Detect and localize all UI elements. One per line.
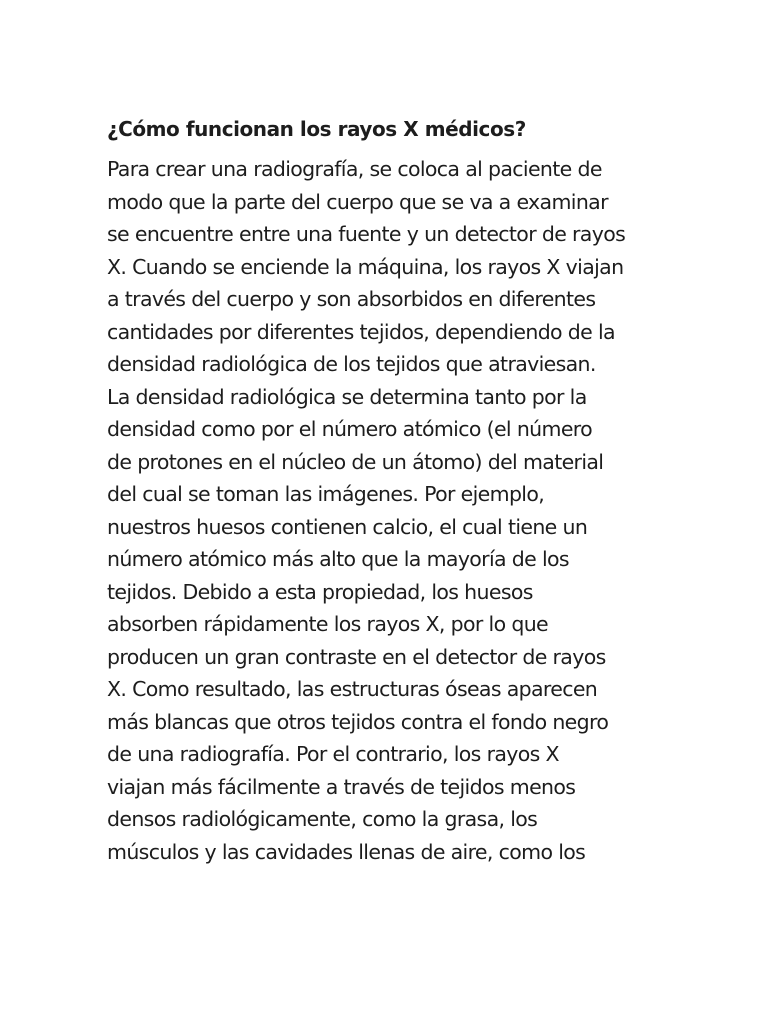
body-line: de protones en el núcleo de un átomo) del material: [107, 449, 604, 474]
body-line: del cual se toman las imágenes. Por ejemplo,: [107, 482, 545, 506]
body-line: tejidos. Debido a esta propiedad, los huesos: [107, 579, 533, 604]
body-line: se encuentre entre una fuente y un detector de rayos: [107, 222, 626, 246]
body-line: densidad como por el número atómico (el número: [107, 417, 593, 441]
body-line: músculos y las cavidades llenas de aire, como los: [107, 839, 586, 864]
article-body: [107, 153, 667, 868]
body-line: densos radiológicamente, como la grasa, los: [107, 807, 538, 831]
body-line: X. Como resultado, las estructuras óseas aparecen: [107, 677, 598, 701]
body-line: de una radiografía. Por el contrario, los rayos X: [107, 742, 559, 766]
body-line: número atómico más alto que la mayoría de los: [107, 547, 569, 571]
body-line: cantidades por diferentes tejidos, dependiendo de la: [107, 319, 615, 344]
body-line: modo que la parte del cuerpo que se va a examinar: [107, 189, 608, 214]
body-line: Para crear una radiografía, se coloca al paciente de: [107, 157, 602, 181]
body-line: absorben rápidamente los rayos X, por lo que: [107, 612, 549, 636]
article-heading: ¿Cómo funcionan los rayos X médicos?: [107, 117, 526, 141]
body-line: X. Cuando se enciende la máquina, los rayos X viajan: [107, 254, 624, 279]
body-line: a través del cuerpo y son absorbidos en diferentes: [107, 287, 596, 311]
article: [107, 113, 667, 868]
body-line: más blancas que otros tejidos contra el fondo negro: [107, 709, 609, 734]
body-line: nuestros huesos contienen calcio, el cual tiene un: [107, 514, 588, 539]
body-line: producen un gran contraste en el detector de rayos: [107, 644, 606, 669]
body-line: La densidad radiológica se determina tanto por la: [107, 384, 587, 409]
body-line: densidad radiológica de los tejidos que atraviesan.: [107, 352, 596, 376]
body-line: viajan más fácilmente a través de tejidos menos: [107, 774, 576, 799]
